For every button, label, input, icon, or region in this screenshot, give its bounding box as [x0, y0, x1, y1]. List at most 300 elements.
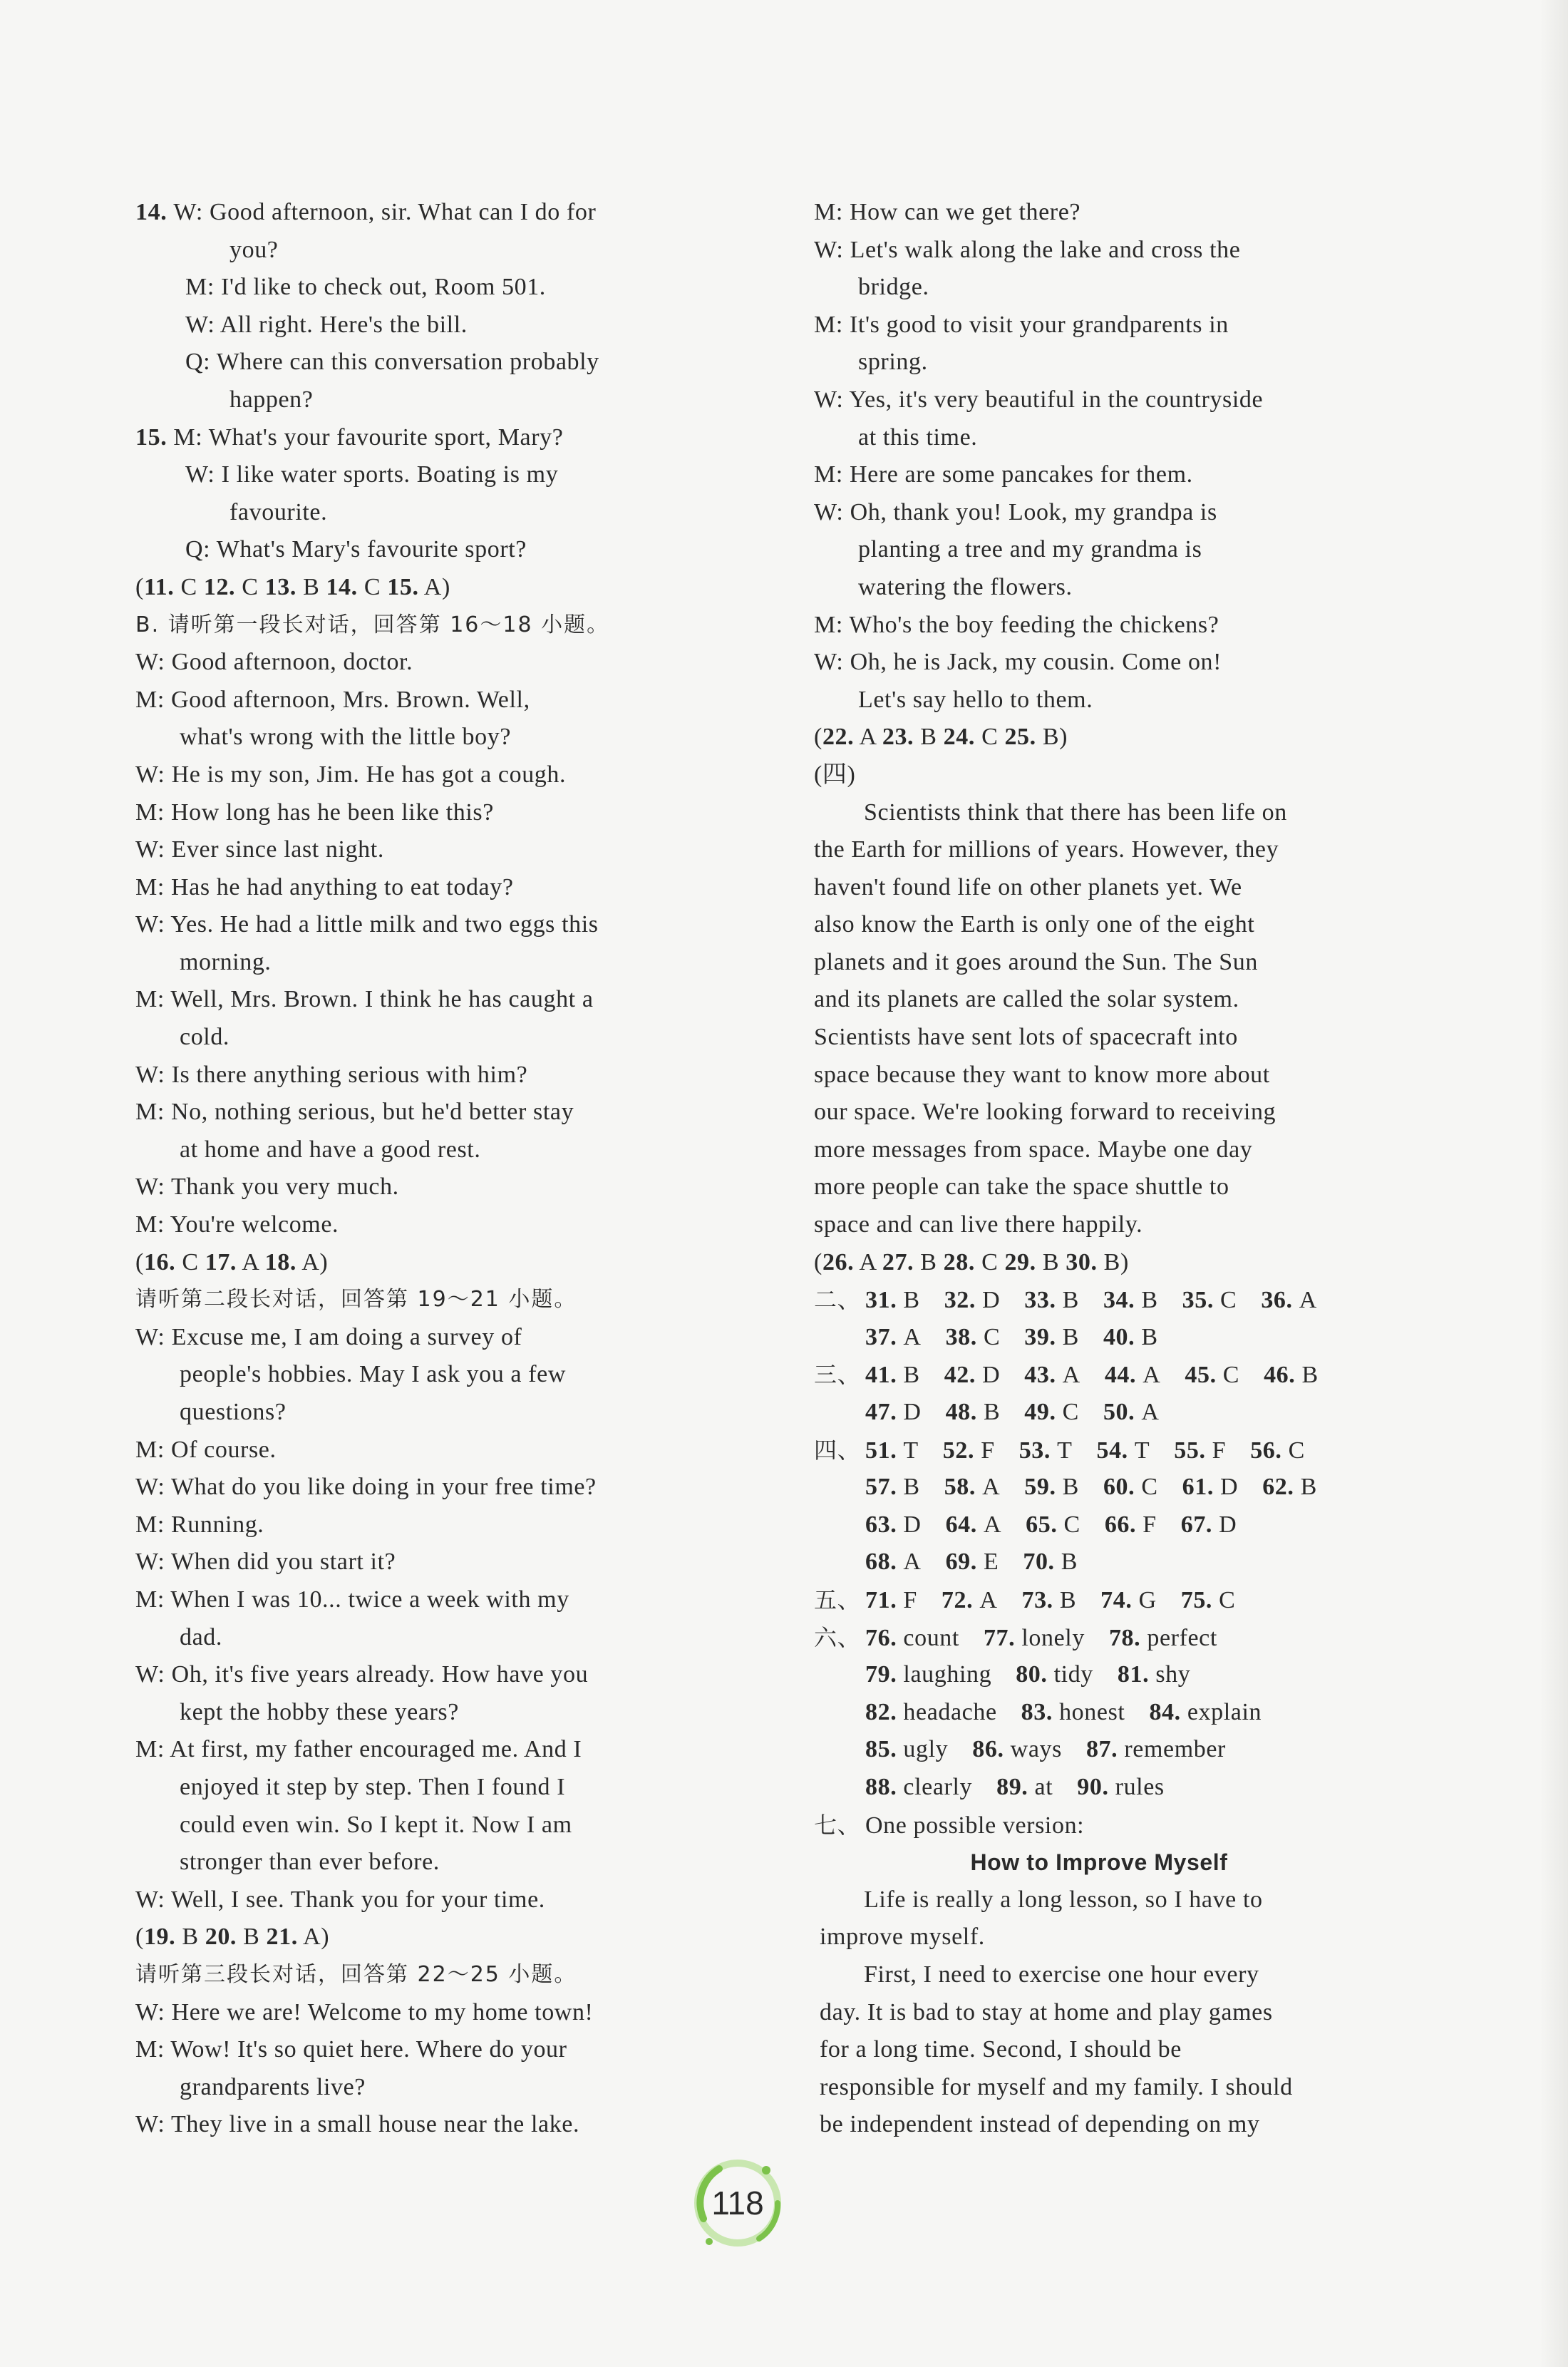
answer-number: 88. [865, 1773, 904, 1800]
section-number: 七、 [814, 1811, 861, 1839]
answer-key [814, 1244, 1384, 1282]
answer-item [865, 1620, 959, 1658]
page-number: 118 [711, 2184, 764, 2222]
answer-value: F [1143, 1511, 1157, 1538]
answer-number: 38. [945, 1323, 984, 1350]
dialogue-text: Who's the boy feeding the chickens? [849, 611, 1219, 638]
answer-item [1100, 1582, 1157, 1620]
speaker-label: M: [135, 1099, 171, 1126]
answer-text: ( [814, 724, 822, 751]
answer-value: B [1301, 1362, 1319, 1389]
answer-value: B [1141, 1323, 1158, 1350]
speaker-label: W: [135, 1661, 172, 1688]
answer-value: clearly [903, 1773, 973, 1800]
dialogue-line [135, 307, 706, 344]
speaker-label: M: [135, 799, 171, 826]
answer-number: 87. [1085, 1736, 1125, 1763]
answer-item [1019, 1432, 1073, 1470]
answer-value: A [1062, 1362, 1080, 1389]
answer-item [1021, 1694, 1125, 1732]
dialogue-line [135, 531, 706, 569]
answer-number: 18. [264, 1248, 296, 1275]
section-heading: B. 请听第一段长对话，回答第 16～18 小题。 [135, 612, 610, 637]
dialogue-text: Wow! It's so quiet here. Where do your [170, 2036, 567, 2063]
answer-item [943, 1432, 995, 1470]
dialogue-line [135, 719, 706, 756]
answer-number: 45. [1185, 1362, 1223, 1389]
answer-item [1077, 1769, 1165, 1807]
answer-item [1086, 1731, 1226, 1769]
essay-line: be independent instead of depending on my [820, 2111, 1260, 2138]
answer-number: 77. [983, 1624, 1022, 1651]
dialogue-text: could even win. So I kept it. Now I am [180, 1811, 572, 1838]
dialogue-line [135, 2069, 706, 2107]
answer-number: 41. [865, 1362, 904, 1389]
dialogue-line [135, 1319, 706, 1357]
answer-value: A [1141, 1399, 1160, 1425]
answer-item [1182, 1282, 1237, 1320]
answer-value: ugly [903, 1736, 949, 1763]
answer-value: rules [1115, 1773, 1165, 1800]
answer-number: 28. [943, 1248, 975, 1275]
dialogue-text: What's Mary's favourite sport? [216, 536, 527, 563]
speaker-label: M: [185, 274, 221, 301]
dialogue-text: Here are some pancakes for them. [849, 461, 1193, 488]
answer-value: B [1062, 1287, 1079, 1314]
answer-item [1103, 1282, 1158, 1320]
dialogue-text: What do you like doing in your free time? [170, 1474, 597, 1501]
dialogue-line [135, 194, 706, 232]
speaker-label: M: [135, 986, 171, 1013]
dialogue-line [135, 906, 706, 944]
answer-item [865, 1656, 991, 1694]
answer-value: shy [1155, 1661, 1191, 1688]
answer-text: ( [135, 573, 144, 600]
answer-number: 60. [1103, 1474, 1142, 1501]
speaker-label: M: [173, 423, 209, 451]
answer-item [1105, 1506, 1157, 1544]
answer-number: 69. [945, 1549, 984, 1576]
dialogue-line [135, 682, 706, 719]
answer-value: B [903, 1287, 920, 1314]
answer-number: 33. [1024, 1287, 1063, 1314]
answer-value: ways [1010, 1736, 1062, 1763]
answer-number: 53. [1018, 1437, 1058, 1464]
answer-number: 84. [1149, 1698, 1187, 1725]
answer-number: 29. [1004, 1248, 1036, 1275]
passage-line: and its planets are called the solar system. [814, 986, 1239, 1013]
answer-number: 16. [143, 1248, 176, 1275]
answer-value: B [1141, 1287, 1158, 1314]
dialogue-text: bridge. [858, 274, 929, 301]
answer-number: 78. [1108, 1624, 1147, 1651]
dialogue-text: morning. [180, 948, 272, 975]
answer-number: 63. [865, 1511, 904, 1538]
passage-line: Scientists have sent lots of spacecraft into [814, 1024, 1238, 1051]
dialogue-line [135, 381, 706, 419]
dialogue-line [135, 1356, 706, 1394]
answer-text: C [974, 1248, 1005, 1275]
dialogue-text: favourite. [229, 498, 328, 525]
answer-number: 30. [1066, 1248, 1098, 1275]
answer-number: 23. [882, 724, 914, 751]
speaker-label: M: [814, 311, 850, 338]
answer-item [1103, 1469, 1158, 1506]
answer-item [1105, 1357, 1161, 1395]
answer-text: B) [1036, 724, 1068, 751]
answer-item [996, 1769, 1053, 1807]
answer-item [1264, 1357, 1319, 1395]
answer-number: 13. [264, 573, 296, 600]
speaker-label: W: [135, 1998, 172, 2025]
speaker-label: M: [135, 1736, 170, 1763]
answer-item [1023, 1544, 1078, 1581]
passage-line: more people can take the space shuttle to [814, 1174, 1229, 1201]
answer-item [1118, 1656, 1190, 1694]
answer-value: C [1063, 1511, 1080, 1538]
answer-number: 44. [1104, 1362, 1143, 1389]
passage-line: Scientists think that there has been life on [864, 799, 1287, 826]
answer-number: 67. [1180, 1511, 1219, 1538]
dialogue-text: Good afternoon, Mrs. Brown. Well, [170, 686, 530, 713]
speaker-label: Q: [185, 536, 217, 563]
speaker-label: W: [173, 199, 210, 225]
essay-line: day. It is bad to stay at home and play games [820, 1998, 1273, 2025]
speaker-label: M: [135, 1511, 171, 1538]
dialogue-text: kept the hobby these years? [180, 1698, 459, 1725]
dialogue-text: Oh, thank you! Look, my grandpa is [850, 498, 1217, 525]
speaker-label: W: [814, 498, 850, 525]
dialogue-line [814, 494, 1384, 532]
dialogue-text: Well, I see. Thank you for your time. [170, 1886, 545, 1913]
answer-value: count [903, 1624, 959, 1651]
answer-item [942, 1582, 998, 1620]
answer-number: 42. [944, 1362, 983, 1389]
dialogue-line [135, 1206, 706, 1244]
speaker-label: W: [185, 461, 222, 488]
speaker-label: M: [814, 199, 850, 225]
dialogue-line [814, 232, 1384, 269]
answer-value: F [981, 1437, 995, 1464]
dialogue-text: They live in a small house near the lake. [170, 2111, 580, 2138]
speaker-label: W: [135, 1886, 171, 1913]
answer-text: A [854, 1248, 882, 1275]
answer-number: 79. [865, 1661, 904, 1688]
answer-number: 56. [1250, 1437, 1289, 1464]
answer-item [1024, 1469, 1079, 1506]
answer-row [814, 1394, 1384, 1432]
section-heading: 请听第三段长对话，回答第 22～25 小题。 [135, 1961, 577, 1987]
dialogue-text: people's hobbies. May I ask you a few [180, 1361, 566, 1388]
dialogue-text: Excuse me, I am doing a survey of [171, 1323, 522, 1350]
dialogue-line [814, 269, 1384, 307]
answer-row [814, 1769, 1384, 1807]
dialogue-line [135, 1094, 706, 1131]
dialogue-text: enjoyed it step by step. Then I found I [180, 1773, 566, 1800]
answer-item [865, 1544, 922, 1581]
speaker-label: M: [135, 873, 171, 900]
dialogue-text: watering the flowers. [858, 573, 1073, 600]
answer-number: 15. [387, 573, 419, 600]
answer-number: 49. [1024, 1399, 1063, 1425]
answer-number: 54. [1096, 1437, 1135, 1464]
answer-item [1262, 1469, 1317, 1506]
answer-number: 46. [1264, 1362, 1302, 1389]
answer-text: A [854, 724, 882, 751]
answer-value: D [1219, 1511, 1237, 1538]
answer-row [814, 1656, 1384, 1694]
answer-item [1096, 1432, 1150, 1470]
dialogue-line [135, 269, 706, 307]
answer-value: C [1141, 1474, 1158, 1501]
answer-number: 83. [1021, 1698, 1060, 1725]
answer-item [1185, 1357, 1239, 1395]
answer-row [814, 1281, 1384, 1319]
dialogue-text: When I was 10... twice a week with my [170, 1586, 569, 1613]
answer-item [1261, 1282, 1317, 1320]
answer-item [944, 1282, 1001, 1320]
speaker-label: W: [135, 1474, 171, 1501]
answer-item [1109, 1620, 1217, 1658]
dialogue-line [135, 1769, 706, 1807]
dialogue-line [814, 194, 1384, 232]
answer-number: 35. [1182, 1287, 1221, 1314]
answer-number: 72. [941, 1586, 980, 1613]
question-number: 14. [135, 199, 174, 225]
speaker-label: Q: [185, 349, 217, 376]
answer-value: A [979, 1586, 998, 1613]
dialogue-text: Here we are! Welcome to my home town! [171, 1998, 594, 2025]
answer-value: D [903, 1399, 922, 1425]
answer-value: explain [1187, 1698, 1262, 1725]
dialogue-text: He is my son, Jim. He has got a cough. [171, 761, 567, 788]
dialogue-line [814, 682, 1384, 719]
answer-row [814, 1619, 1384, 1657]
answer-value: T [1134, 1437, 1150, 1464]
answer-number: 80. [1016, 1661, 1054, 1688]
speaker-label: M: [135, 686, 171, 713]
answer-value: A [903, 1549, 922, 1576]
answer-item [946, 1544, 999, 1581]
answer-value: headache [903, 1698, 997, 1725]
dialogue-line [135, 794, 706, 832]
speaker-label: W: [135, 836, 172, 863]
section-7-text: One possible version: [865, 1812, 1085, 1839]
answer-number: 48. [945, 1399, 984, 1425]
answer-number: 55. [1174, 1437, 1212, 1464]
page-number-badge [688, 2153, 788, 2253]
essay-line: Life is really a long lesson, so I have to [864, 1886, 1263, 1913]
answer-text: B [237, 1924, 267, 1951]
answer-value: C [1288, 1437, 1305, 1464]
answer-value: B [983, 1399, 1001, 1425]
speaker-label: W: [135, 911, 171, 938]
dialogue-text: All right. Here's the bill. [220, 311, 468, 338]
dialogue-text: stronger than ever before. [180, 1849, 440, 1876]
answer-number: 76. [865, 1624, 904, 1651]
essay-line: for a long time. Second, I should be [820, 2036, 1182, 2063]
answer-value: T [903, 1437, 919, 1464]
dialogue-text: at this time. [858, 423, 978, 451]
answer-text: ( [135, 1924, 144, 1951]
answer-value: A [1143, 1362, 1161, 1389]
answer-text: B [1036, 1248, 1066, 1275]
dialogue-line [135, 419, 706, 457]
answer-text: B [296, 573, 326, 600]
answer-value: B [903, 1362, 920, 1389]
answer-value: F [903, 1586, 917, 1613]
dialogue-text: grandparents live? [180, 2073, 366, 2100]
dialogue-line [135, 1019, 706, 1057]
left-column [135, 194, 706, 2144]
answer-item [1016, 1656, 1093, 1694]
answer-number: 59. [1024, 1474, 1063, 1501]
answer-number: 34. [1103, 1287, 1142, 1314]
dialogue-text: what's wrong with the little boy? [180, 724, 512, 751]
answer-item [865, 1694, 997, 1732]
answer-item [865, 1319, 922, 1357]
answer-number: 90. [1077, 1773, 1115, 1800]
answer-number: 47. [865, 1399, 904, 1425]
dialogue-text: planting a tree and my grandma is [858, 536, 1202, 563]
essay-line: First, I need to exercise one hour every [864, 1961, 1259, 1988]
answer-number: 32. [944, 1287, 983, 1314]
answer-value: D [982, 1362, 1001, 1389]
passage-line: more messages from space. Maybe one day [814, 1136, 1253, 1163]
answer-item [1181, 1582, 1236, 1620]
answer-value: E [983, 1549, 999, 1576]
answer-number: 66. [1104, 1511, 1143, 1538]
answer-value: B [1062, 1323, 1079, 1350]
answer-number: 70. [1023, 1549, 1061, 1576]
answer-number: 19. [143, 1924, 176, 1951]
answer-row [814, 1694, 1384, 1732]
speaker-label: W: [814, 236, 850, 263]
dialogue-text: At first, my father encouraged me. And I [170, 1736, 582, 1763]
answer-item [1149, 1694, 1262, 1732]
part-label: (四) [814, 761, 856, 788]
answer-item [1026, 1506, 1080, 1544]
answer-row [814, 1544, 1384, 1581]
answer-number: 85. [865, 1736, 904, 1763]
right-column [814, 194, 1384, 2144]
answer-number: 62. [1262, 1474, 1301, 1501]
speaker-label: W: [135, 1174, 171, 1201]
dialogue-text: Ever since last night. [171, 836, 384, 863]
answer-value: B [903, 1474, 920, 1501]
dialogue-text: spring. [858, 349, 928, 376]
dialogue-line [814, 381, 1384, 419]
answer-value: A [983, 1511, 1002, 1538]
speaker-label: W: [135, 2111, 171, 2138]
dialogue-line [135, 1881, 706, 1919]
answer-value: D [903, 1511, 922, 1538]
speaker-label: M: [814, 611, 850, 638]
answer-number: 12. [203, 573, 236, 600]
answer-item [1024, 1319, 1079, 1357]
answer-number: 81. [1117, 1661, 1156, 1688]
dialogue-line [814, 607, 1384, 645]
answer-item [865, 1432, 919, 1470]
dialogue-line [135, 1544, 706, 1581]
answer-number: 74. [1100, 1586, 1139, 1613]
dialogue-line [135, 644, 706, 682]
answer-number: 50. [1103, 1399, 1142, 1425]
answer-number: 24. [943, 724, 975, 751]
answer-value: at [1034, 1773, 1053, 1800]
answer-item [1024, 1394, 1079, 1432]
answer-item [946, 1319, 1001, 1357]
dialogue-line [135, 1619, 706, 1657]
dialogue-text: dad. [180, 1623, 222, 1650]
dialogue-line [135, 1057, 706, 1094]
dialogue-line [135, 456, 706, 494]
dialogue-text: No, nothing serious, but he'd better stay [170, 1099, 574, 1126]
answer-item [865, 1582, 917, 1620]
section-7 [814, 1807, 1384, 1844]
answer-text: B [914, 724, 944, 751]
dialogue-text: You're welcome. [170, 1211, 339, 1238]
passage-line: also know the Earth is only one of the eight [814, 911, 1255, 938]
dialogue-text: you? [229, 236, 279, 263]
dialogue-line [135, 494, 706, 532]
answer-number: 75. [1180, 1586, 1219, 1613]
answer-number: 82. [865, 1698, 904, 1725]
section-heading: 请听第二段长对话，回答第 19～21 小题。 [135, 1287, 577, 1313]
answer-number: 31. [865, 1287, 904, 1314]
answer-number: 36. [1261, 1287, 1299, 1314]
dialogue-line [135, 1731, 706, 1769]
answer-value: C [1062, 1399, 1079, 1425]
dialogue-line [135, 1694, 706, 1732]
answer-row [814, 1506, 1384, 1544]
dialogue-line [135, 1994, 706, 2032]
answer-text: A [237, 1248, 265, 1275]
speaker-label: M: [814, 461, 850, 488]
answer-value: G [1138, 1586, 1157, 1613]
answer-number: 20. [205, 1924, 237, 1951]
dialogue-line [135, 1432, 706, 1469]
answer-item [865, 1769, 972, 1807]
answer-item [865, 1282, 920, 1320]
answer-number: 26. [822, 1248, 855, 1275]
dialogue-text: Where can this conversation probably [216, 349, 599, 376]
dialogue-text: happen? [229, 386, 314, 413]
dialogue-text: at home and have a good rest. [180, 1136, 481, 1163]
answer-number: 57. [865, 1474, 904, 1501]
answer-value: B [1300, 1474, 1317, 1501]
answer-number: 11. [143, 573, 175, 600]
answer-item [1103, 1394, 1160, 1432]
answer-value: C [1222, 1362, 1240, 1389]
answer-number: 65. [1026, 1511, 1064, 1538]
passage-line: our space. We're looking forward to receiving [814, 1099, 1276, 1126]
answer-value: C [1219, 1586, 1236, 1613]
dialogue-text: I'd like to check out, Room 501. [220, 274, 546, 301]
dialogue-line [135, 981, 706, 1019]
dialogue-line [135, 1394, 706, 1432]
answer-number: 64. [945, 1511, 984, 1538]
dialogue-text: Is there anything serious with him? [171, 1061, 528, 1088]
answer-item [1182, 1469, 1239, 1506]
answer-number: 25. [1004, 724, 1036, 751]
answer-key [135, 1919, 706, 1956]
answer-item [865, 1357, 920, 1395]
speaker-label: W: [185, 311, 220, 338]
passage-line: space because they want to know more about [814, 1061, 1270, 1088]
answer-value: A [982, 1474, 1001, 1501]
dialogue-text: Oh, he is Jack, my cousin. Come on! [850, 649, 1222, 676]
